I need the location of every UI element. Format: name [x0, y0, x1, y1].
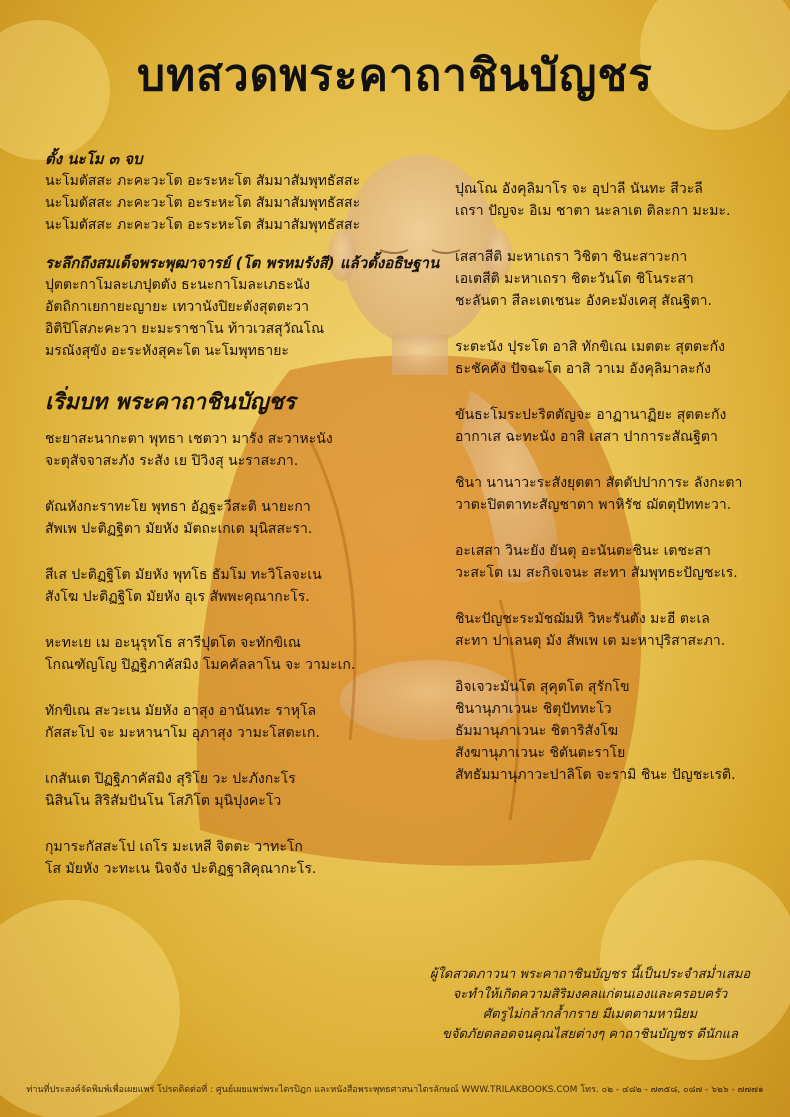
verse-line: โกณฑัญโญ ปิฏฐิภาคัสมิง โมคคัลลาโน จะ วามะเก.: [45, 657, 356, 673]
verse-line: สัทธัมมานุภาวะปาลิโต จะรามิ ชินะ ปัญชะเรติ.: [455, 767, 736, 783]
start-heading: เริ่มบท พระคาถาชินบัญชร: [45, 390, 296, 415]
recall-heading: ระลึกถึงสมเด็จพระพุฒาจารย์ (โต พรหมรังสี) แล้วตั้งอธิษฐาน: [45, 254, 440, 272]
stanza: [45, 564, 425, 608]
page-title: บทสวดพระคาถาชินบัญชร: [137, 50, 653, 101]
verse-line: ชินะปัญชะระมัชฌัมหิ วิหะรันตัง มะฮี ตะเล: [455, 611, 710, 627]
verse-line: ปุณโณ อังคุลิมาโร จะ อุปาลี นันทะ สีวะลี: [455, 181, 703, 197]
stanza: [45, 836, 425, 880]
verse-line: จะตุสัจจาสะภัง ระสัง เย ปิวิงสุ นะราสะภา.: [45, 453, 299, 469]
stanza: [455, 336, 785, 380]
verse-line: อากาเส ฉะทะนัง อาสิ เสสา ปาการะสัณฐิตา: [455, 429, 718, 445]
verse-line: ระตะนัง ปุระโต อาสิ ทักขิเณ เมตตะ สุตตะกัง: [455, 339, 725, 355]
blessing-line: ผู้ใดสวดภาวนา พระคาถาชินบัญชร นี้เป็นประจำสม่ำเสมอ: [429, 967, 751, 982]
blessing-note: [410, 965, 770, 1045]
verse-line: เกสันเต ปิฏฐิภาคัสมิง สุริโย วะ ปะภังกะโร: [45, 771, 296, 787]
verse-line: วาตะปิตตาทะสัญชาตา พาหิรัช ฌัตตุปัททะวา.: [455, 497, 732, 513]
verse-line: สีเส ปะติฏฐิโต มัยหัง พุทโธ ธัมโม ทะวิโลจะเน: [45, 567, 322, 583]
verse-line: ชะลันตา สีละเตเชนะ อังคะมังเคสุ สัณฐิตา.: [455, 293, 712, 309]
verse-line: สัพเพ ปะติฏฐิตา มัยหัง มัตถะเกเต มุนิสสะรา.: [45, 521, 313, 537]
stanza: [45, 700, 425, 744]
verse-line: สังฆานุภาเวนะ ชิตันตะราโย: [455, 745, 626, 761]
verse-line: เถรา ปัญจะ อิเม ชาตา นะลาเต ติละกา มะมะ.: [455, 203, 731, 219]
footer-contact: ท่านที่ประสงค์จัดพิมพ์เพื่อเผยแพร่ โปรดติดต่อที่ : ศูนย์เผยแพร่พระไตรปิฎก และหนังสือพระพุทธศาสนาไตรลักษณ์ WWW.TRILAKBOOKS.COM โทร. ๐๒ - ๔๘๒ - ๗๓๕๘, ๐๘๗ - ๖๒๖ - ๗๗๗๑: [26, 1085, 764, 1095]
verse-line: โส มัยหัง วะทะเน นิจจัง ปะติฏฐาสิคุณากะโร.: [45, 861, 317, 877]
verse-line: ธัมมานุภาเวนะ ชิตาริสังโฆ: [455, 723, 618, 739]
verse-line: กุมาระกัสสะโป เถโร มะเหสี จิตตะ วาทะโก: [45, 839, 303, 855]
stanza: [455, 404, 785, 448]
verse-line: เอเตสีติ มะหาเถรา ชิตะวันโต ชิโนระสา: [455, 271, 694, 287]
stanza: [455, 608, 785, 652]
namo-line: นะโมตัสสะ ภะคะวะโต อะระหะโต สัมมาสัมพุทธัสสะ: [45, 173, 361, 189]
stanza: [455, 540, 785, 584]
stanza: [455, 246, 785, 312]
verse-line: ชะยาสะนากะตา พุทธา เชตวา มารัง สะวาหะนัง: [45, 431, 333, 447]
namo-line: นะโมตัสสะ ภะคะวะโต อะระหะโต สัมมาสัมพุทธัสสะ: [45, 217, 361, 233]
stanza: [45, 496, 425, 540]
stanza: [455, 178, 785, 222]
verse-line: กัสสะโป จะ มะหานาโม อุภาสุง วามะโสตะเก.: [45, 725, 320, 741]
recall-block: [45, 274, 425, 362]
verse-line: ธะชัคคัง ปัจฉะโต อาสิ วาเม อังคุลิมาละกัง: [455, 361, 711, 377]
verse-line: นิสินโน สิริสัมปันโน โสภิโต มุนิปุงคะโว: [45, 793, 282, 809]
verse-line: วะสะโต เม สะกิจเจนะ สะทา สัมพุทธะปัญชะเร.: [455, 565, 738, 581]
right-column: [455, 178, 785, 810]
stanza: [455, 472, 785, 516]
verse-line: อิจเจวะมันโต สุคุตโต สุรักโข: [455, 679, 630, 695]
recall-line: อิติปิโสภะคะวา ยะมะราชาโน ท้าวเวสสุวัณโณ: [45, 321, 325, 337]
recall-line: ปุตตะกาโมละเภปุตตัง ธะนะกาโมละเภธะนัง: [45, 277, 310, 293]
verse-line: อะเสสา วินะยัง ยันตุ อะนันตะชินะ เตชะสา: [455, 543, 711, 559]
verse-line: หะทะเย เม อะนุรุทโธ สารีปุตโต จะทักขิเณ: [45, 635, 301, 651]
verse-line: ทักขิเณ สะวะเน มัยหัง อาสุง อานันทะ ราหุโล: [45, 703, 317, 719]
verse-line: สังโฆ ปะติฏฐิโต มัยหัง อุเร สัพพะคุณากะโร.: [45, 589, 310, 605]
blessing-line: ขจัดภัยตลอดจนคุณไสยต่างๆ คาถาชินบัญชร ดีนักแล: [441, 1027, 739, 1042]
blessing-line: จะทำให้เกิดความสิริมงคลแก่ตนเองและครอบครัว: [452, 987, 728, 1002]
verse-line: ตัณหังกะราทะโย พุทธา อัฏฐะวีสะติ นายะกา: [45, 499, 311, 515]
blessing-line: ศัตรูไม่กล้ากล้ำกราย มีเมตตามหานิยม: [482, 1007, 698, 1022]
verse-line: เสสาสีติ มะหาเถรา วิชิตา ชินะสาวะกา: [455, 249, 688, 265]
left-column: [45, 148, 440, 904]
stanza: [45, 632, 425, 676]
recall-line: อัตถิกาเยกายะญายะ เทวานังปิยะตังสุตตะวา: [45, 299, 309, 315]
verse-line: ชินานุภาเวนะ ชิตุปัททะโว: [455, 701, 612, 717]
stanza: [455, 676, 785, 786]
verse-line: ชินา นานาวะระสังยุตตา สัตตัปปาการะ ลังกะตา: [455, 475, 743, 491]
recall-line: มรณังสุขัง อะระหังสุคะโต นะโมพุทธายะ: [45, 343, 289, 359]
stanza: [45, 768, 425, 812]
verse-line: สะทา ปาเลนตุ มัง สัพเพ เต มะหาปุริสาสะภา.: [455, 633, 726, 649]
namo-heading: ตั้ง นะโม ๓ จบ: [45, 150, 143, 168]
namo-block: [45, 170, 425, 236]
verse-line: ขันธะโมระปะริตตัญจะ อาฏานาฏิยะ สุตตะกัง: [455, 407, 727, 423]
namo-line: นะโมตัสสะ ภะคะวะโต อะระหะโต สัมมาสัมพุทธัสสะ: [45, 195, 361, 211]
stanza: [45, 428, 425, 472]
